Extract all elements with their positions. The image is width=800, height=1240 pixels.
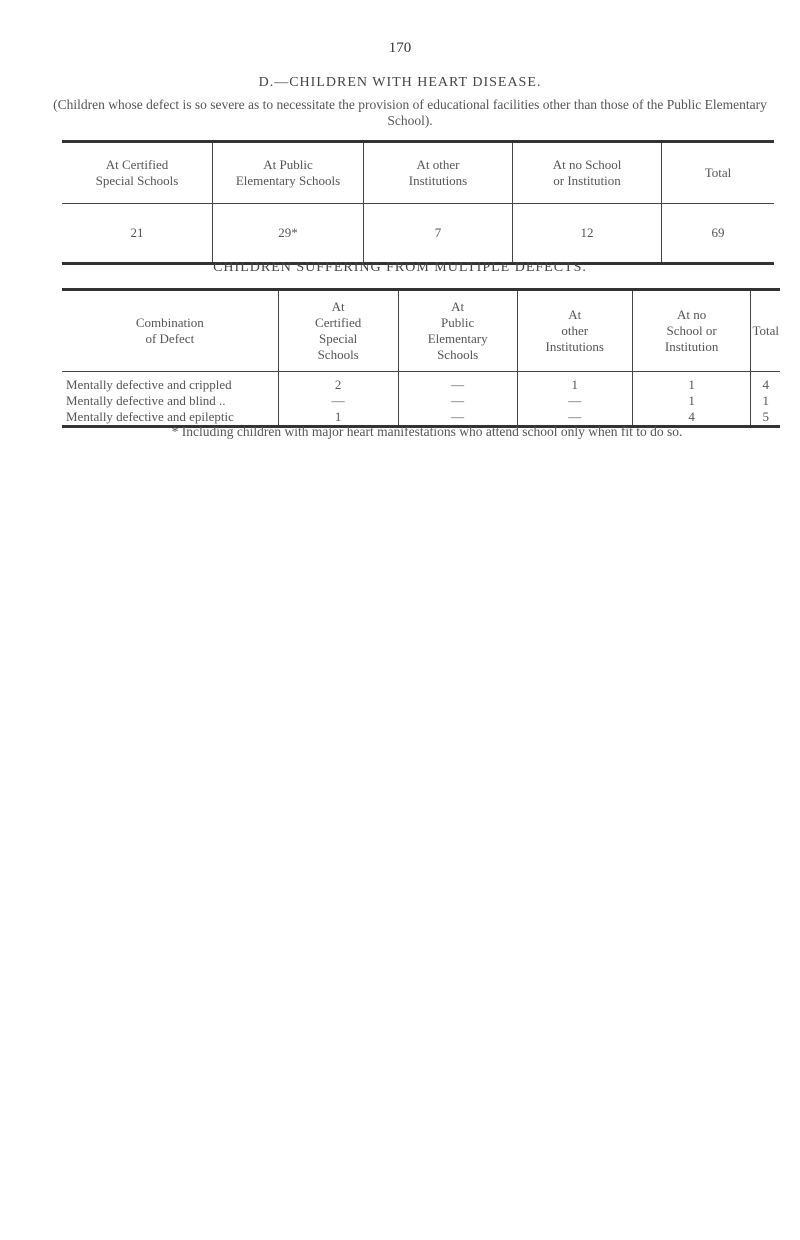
header-total: Total bbox=[662, 142, 775, 204]
table-row bbox=[62, 204, 774, 264]
header-certified-special-schools: At Certified Special Schools bbox=[278, 290, 398, 372]
header-no-school: At no School or Institution bbox=[513, 142, 662, 204]
cell-total: 69 bbox=[662, 204, 775, 264]
cell-total: 5 bbox=[751, 409, 780, 427]
header-total: Total bbox=[751, 290, 780, 372]
table-row bbox=[62, 393, 780, 409]
header-combination-of-defect: Combination of Defect bbox=[62, 290, 278, 372]
row-label: Mentally defective and blind .. bbox=[66, 393, 226, 408]
cell-certified-special-schools: 21 bbox=[130, 225, 144, 240]
cell-public-elementary-schools: — bbox=[398, 393, 517, 409]
cell-no-school: 1 bbox=[632, 393, 751, 409]
section-subtitle: (Children whose defect is so severe as to necessitate the provision of educational facilities other than those of the Public Elementary School). bbox=[53, 97, 767, 128]
cell-other-institutions: — bbox=[517, 393, 632, 409]
header-public-elementary-schools: At Public Elementary Schools bbox=[213, 142, 364, 204]
cell-total: 1 bbox=[751, 393, 780, 409]
section-title-multiple-defects: CHILDREN SUFFERING FROM MULTIPLE DEFECTS. bbox=[213, 260, 587, 275]
cell-certified-special-schools: 2 bbox=[278, 372, 398, 394]
header-other-institutions: At other Institutions bbox=[364, 142, 513, 204]
cell-other-institutions: 7 bbox=[364, 204, 513, 264]
header-public-elementary-schools: At Public Elementary Schools bbox=[398, 290, 517, 372]
page-number: 170 bbox=[388, 40, 412, 56]
cell-no-school: 4 bbox=[632, 409, 751, 427]
cell-no-school: 1 bbox=[632, 372, 751, 394]
table-header-row bbox=[62, 290, 780, 372]
footnote: * Including children with major heart manifestations who attend school only when fit to do so. bbox=[171, 424, 683, 439]
cell-total: 4 bbox=[751, 372, 780, 394]
cell-public-elementary-schools: 29* bbox=[213, 204, 364, 264]
cell-no-school: 12 bbox=[513, 204, 662, 264]
cell-other-institutions: — bbox=[517, 409, 632, 427]
header-certified-special-schools: At Certified Special Schools bbox=[62, 142, 213, 204]
table-header-row bbox=[62, 142, 774, 204]
cell-certified-special-schools: — bbox=[278, 393, 398, 409]
section-title-heart-disease: D.—CHILDREN WITH HEART DISEASE. bbox=[258, 75, 542, 90]
cell-certified-special-schools: 1 bbox=[278, 409, 398, 427]
row-label: Mentally defective and crippled bbox=[66, 377, 232, 392]
cell-public-elementary-schools: — bbox=[398, 409, 517, 427]
row-label: Mentally defective and epileptic bbox=[66, 409, 234, 424]
cell-other-institutions: 1 bbox=[517, 372, 632, 394]
table-row bbox=[62, 372, 780, 394]
header-other-institutions: At other Institutions bbox=[517, 290, 632, 372]
cell-public-elementary-schools: — bbox=[398, 372, 517, 394]
header-no-school: At no School or Institution bbox=[632, 290, 751, 372]
multiple-defects-table bbox=[62, 288, 780, 428]
heart-disease-table bbox=[62, 140, 774, 265]
